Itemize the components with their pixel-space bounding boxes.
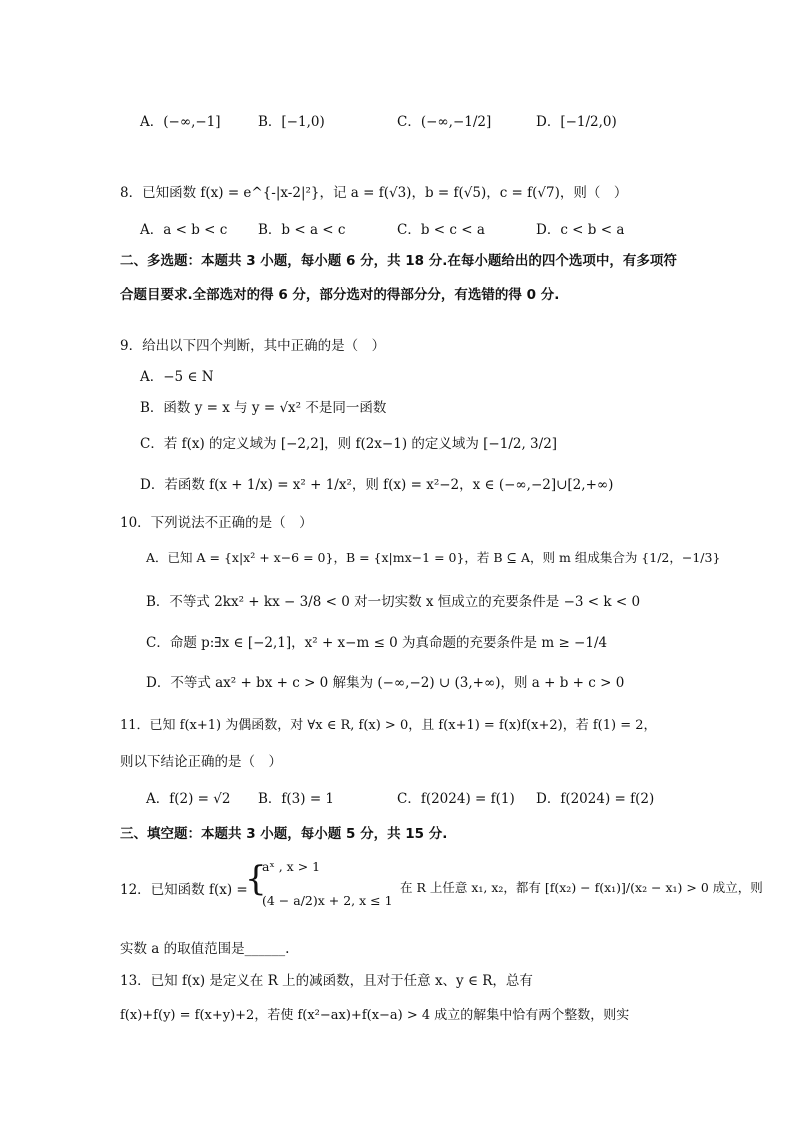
q8-option-c: C．b < c < a <box>397 222 485 238</box>
q11-option-b: B．f(3) = 1 <box>258 791 335 807</box>
section-3-heading: 三、填空题：本题共 3 小题，每小题 5 分，共 15 分. <box>120 826 448 842</box>
q7-option-b: B．[−1,0) <box>258 114 325 130</box>
q7-option-c: C．(−∞,−1/2] <box>397 114 492 130</box>
section-2-line-1: 二、多选题：本题共 3 小题，每小题 6 分，共 18 分.在每小题给出的四个选项中，有多项符 <box>120 253 677 269</box>
q7-option-a: A．(−∞,−1] <box>140 114 221 130</box>
q10-option-a: A．已知 A = {x|x² + x−6 = 0}，B = {x|mx−1 = 0}，若 B ⊆ A，则 m 组成集合为 {1/2，−1/3} <box>146 550 721 565</box>
q8-stem: 8．已知函数 f(x) = e^{-|x-2|²}，记 a = f(√3)，b = f(√5)，c = f(√7)，则（ ） <box>120 185 628 201</box>
q9-option-d: D．若函数 f(x + 1/x) = x² + 1/x²，则 f(x) = x²−2，x ∈ (−∞,−2]∪[2,+∞) <box>140 477 614 493</box>
q8-option-b: B．b < a < c <box>258 222 346 238</box>
q9-option-a: A．−5 ∈ N <box>140 369 214 385</box>
q13-line-1: 13．已知 f(x) 是定义在 R 上的减函数，且对于任意 x、y ∈ R，总有 <box>120 973 533 989</box>
q11-option-a: A．f(2) = √2 <box>146 791 231 807</box>
q11-stem-line-2: 则以下结论正确的是（ ） <box>120 754 282 770</box>
section-2-line-2: 合题目要求.全部选对的得 6 分，部分选对的得部分分，有选错的得 0 分. <box>120 287 560 303</box>
q11-option-d: D．f(2024) = f(2) <box>536 791 655 807</box>
q12-case-2: (4 − a/2)x + 2, x ≤ 1 <box>262 893 393 908</box>
q7-option-d: D．[−1/2,0) <box>536 114 617 130</box>
q11-option-c: C．f(2024) = f(1) <box>397 791 515 807</box>
q8-option-a: A．a < b < c <box>140 222 228 238</box>
q10-option-c: C．命题 p:∃x ∈ [−2,1]，x² + x−m ≤ 0 为真命题的充要条件是 m ≥ −1/4 <box>146 635 608 651</box>
q12-suffix: 在 R 上任意 x₁, x₂，都有 [f(x₂) − f(x₁)]/(x₂ − x₁) > 0 成立，则 <box>400 880 763 895</box>
q9-stem: 9．给出以下四个判断，其中正确的是（ ） <box>120 338 386 354</box>
q9-option-b: B．函数 y = x 与 y = √x² 不是同一函数 <box>140 400 387 416</box>
q12-case-1: aˣ , x > 1 <box>262 859 321 874</box>
q10-option-b: B．不等式 2kx² + kx − 3/8 < 0 对一切实数 x 恒成立的充要条件是 −3 < k < 0 <box>146 594 641 610</box>
q12-brace: { <box>245 859 267 899</box>
q12-line-2: 实数 a 的取值范围是______. <box>120 941 290 957</box>
q9-option-c: C．若 f(x) 的定义域为 [−2,2]，则 f(2x−1) 的定义域为 [−1/2, 3/2] <box>140 436 558 452</box>
q11-stem-line-1: 11．已知 f(x+1) 为偶函数，对 ∀x ∈ R, f(x) > 0，且 f(x+1) = f(x)f(x+2)，若 f(1) = 2， <box>120 718 657 733</box>
q10-stem: 10．下列说法不正确的是（ ） <box>120 515 313 531</box>
q8-option-d: D．c < b < a <box>536 222 625 238</box>
q10-option-d: D．不等式 ax² + bx + c > 0 解集为 (−∞,−2) ∪ (3,+∞)，则 a + b + c > 0 <box>146 675 625 691</box>
q13-line-2: f(x)+f(y) = f(x+y)+2，若使 f(x²−ax)+f(x−a) > 4 成立的解集中恰有两个整数，则实 <box>120 1008 630 1023</box>
q12-prefix: 12．已知函数 f(x) = <box>120 882 248 898</box>
